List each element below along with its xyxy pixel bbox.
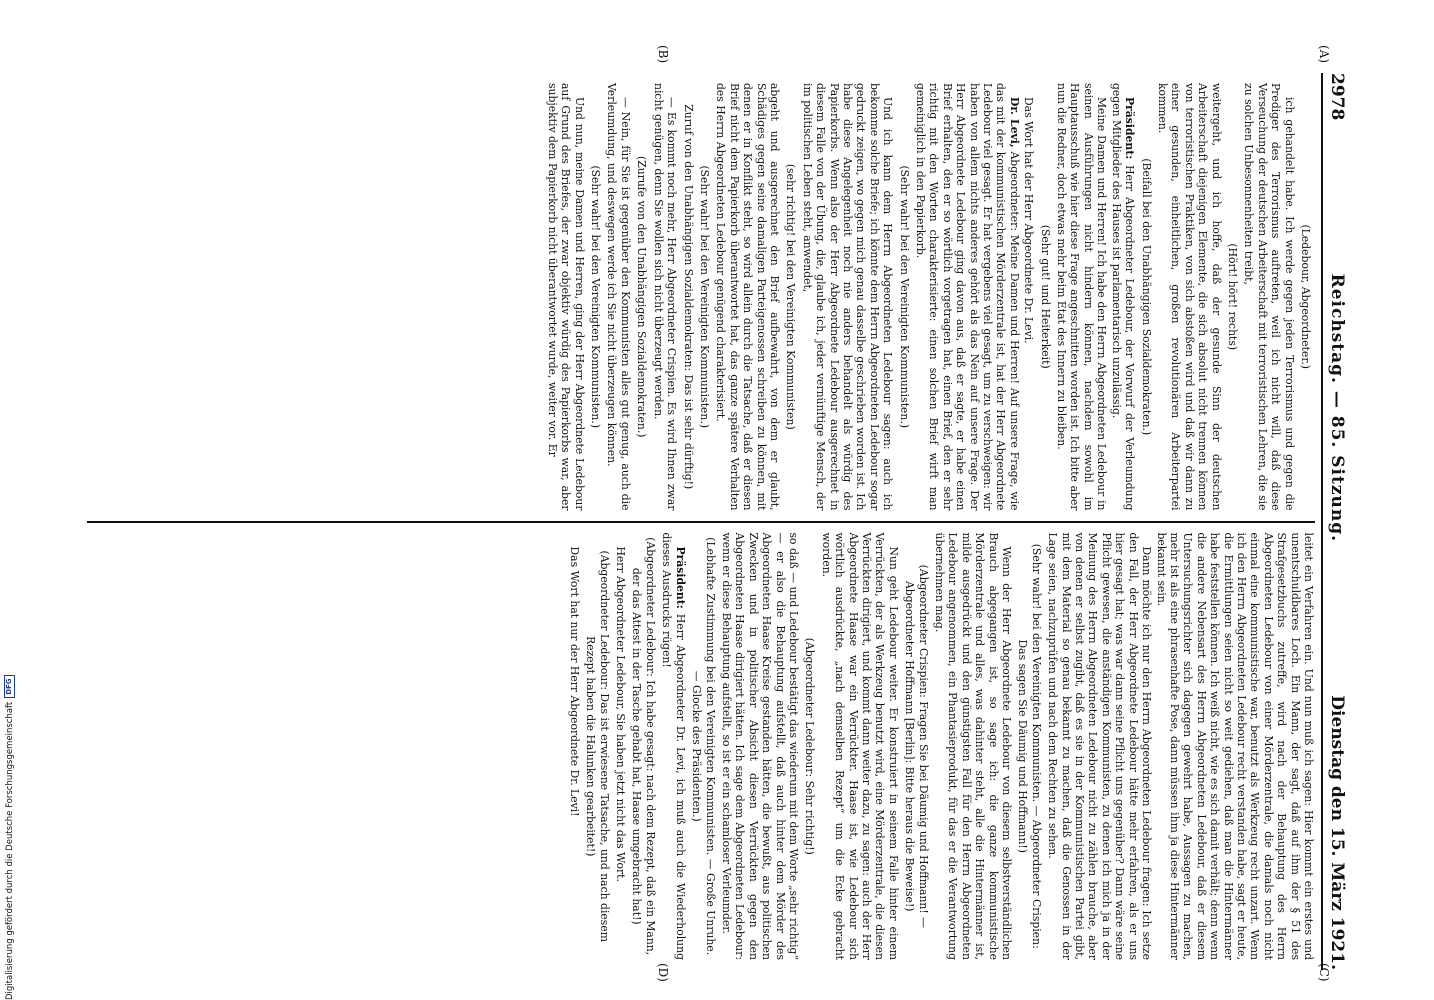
- paragraph-text: (sehr richtig! bei den Vereinigten Kommunisten): [784, 163, 798, 430]
- paragraph: [1109, 83, 1136, 511]
- speaker-label: Präsident:: [1123, 97, 1137, 160]
- paragraph-text: (Abgeordneter Ledebour: Ich habe gesagt: nach dem Rezept, daß ein Mann, der das Attest in der Tasche gehabt hat, Haase umgebracht hat!): [630, 537, 657, 956]
- interjection: [803, 533, 816, 961]
- paragraph-text: Herr Abgeordneter Ledebour, Sie haben jetzt nicht das Wort.: [614, 546, 628, 882]
- header-date: Dienstag den 15. März 1921.: [1327, 695, 1347, 970]
- margin-label-d: (D): [656, 963, 670, 982]
- paragraph-text: Herr Abgeordneter Ledebour, der Vorwurf der Verleumdung gegen Mitglieder des Hauses ist parlamentarisch unzulässig.: [1109, 83, 1137, 511]
- paragraph-text: (Beifall bei den Unabhängigen Sozialdemokraten.): [1139, 158, 1153, 436]
- dfg-logo: DFG: [4, 675, 15, 697]
- paragraph-text: Das Wort hat nur der Herr Abgeordnete Dr. Levi!: [567, 546, 581, 817]
- interjection: [690, 533, 717, 961]
- paragraph-text: Und nun, meine Damen und Herren, ging der Herr Abgeordnete Ledebour auf Grund des Briefes, der zwar objektiv würdig des Papierkorbs war, aber subjektiv dem Papierkorb nicht überantwortet wurde, weiter vor. Er: [545, 83, 586, 511]
- paragraph-text: Das Wort hat der Herr Abgeordnete Dr. Levi.: [1022, 97, 1036, 344]
- speaker-label: Präsident:: [673, 546, 687, 609]
- digitization-text: Digitalisierung gefördert durch die Deutsche Forschungsgemeinschaft: [4, 701, 15, 1000]
- paragraph: [614, 533, 627, 961]
- paragraph: [914, 83, 1021, 511]
- paragraph-text: so daß — und Ledebour bestätigt das wiederum mit dem Worte „sehr richtig“ — er also die Behauptung aufstellt, daß auch hinter dem Mörder des Abgeordneten Haase Kreise gestanden hätten, die bewußt, aus politischen Zwecken und in politischer Absicht diesen Verrückten gegen den Abgeordneten Haase dirigiert hätten. Ich sage dem Abgeordneten Ledebour: wenn er diese Behauptung aufstellt, so ist er ein schamloser Verleumder.: [719, 532, 800, 960]
- paragraph-text: abgeht und ausgerechnet den Brief aufbewahrt, von dem er glaubt, Schädiges gegen seine damaligen Parteigenossen schreiben zu können, mit denen er in Konflikt steht, so wird allein durch die Tatsache, daß er diesen Brief nicht dem Papierkorb überantwortet hat, das ganze spätere Verhalten des Herrn Abgeordneten Ledebour genügend charakterisiert.: [714, 83, 781, 511]
- text-columns: [87, 73, 1315, 970]
- paragraph-text: ich gehandelt habe. Ich werde gegen jeden Terrorismus und gegen die Prediger des Terrorismus auftreten, weil ich nicht will, daß diese Verseuchung der deutschen Arbeiterschaft mit terroristischen Lehren, die sie zu solchen Unbesonnenheiten treibt,: [1242, 83, 1296, 511]
- paragraph-text: (Ledebour, Abgeordneter.): [1299, 224, 1312, 370]
- paragraph: [1154, 533, 1315, 961]
- digitization-note: [4, 675, 15, 1000]
- margin-label-b: (B): [656, 45, 670, 64]
- interjection: [698, 83, 711, 511]
- paragraph-text: (Sehr wahr! bei den Vereinigten Kommunisten. — Abgeordneter Crispien: Das sagen Sie Däumig und Hoffmann!): [1016, 543, 1043, 949]
- paragraph-text: Herr Abgeordneter Dr. Levi, ich muß auch die Wiederholung dieses Ausdrucks rügen!: [660, 532, 687, 960]
- interjection: [1139, 83, 1152, 511]
- paragraph-text: (Zurufe von den Unabhängigen Sozialdemokraten.): [635, 155, 649, 438]
- paragraph: [1156, 83, 1223, 511]
- paragraph-text: Zuruf von den Unabhängigen Sozialdemokraten: Das ist sehr dürftig!): [681, 104, 695, 490]
- page-number: 2978: [1327, 73, 1347, 121]
- interjection: [903, 533, 930, 961]
- paragraph-text: (Sehr gut! und Heiterkeit): [1038, 224, 1052, 369]
- paragraph-text: (Abgeordneter Ledebour: Das ist erwiesene Tatsache, und nach diesem Rezept haben die Halunken gearbeitet!): [584, 550, 611, 942]
- speaker-label: Dr. Levi,: [1007, 97, 1021, 148]
- paragraph: [1242, 83, 1296, 511]
- interjection: [1226, 83, 1239, 511]
- interjection: [1016, 533, 1043, 961]
- margin-label-a: (A): [1317, 45, 1331, 64]
- interjection: [681, 83, 694, 511]
- paragraph: [800, 83, 894, 511]
- paragraph: [1055, 83, 1109, 511]
- paragraph-text: Nun geht Ledebour weiter. Er konstruiert in seinem Falle hinter einem Verrückten, der als Werkzeug benutzt wird, eine Mörderzentrale, die diesen Verrückten dirigiert, und kommt dann weiter dazu, zu sagen: auch der Herr Abgeordnete Haase war ein Verrückter. Haase ist, wie Ledebour sich wörtlich ausdrückte, „nach demselben Rezept“ um die Ecke gebracht worden.: [819, 532, 900, 960]
- interjection: [784, 83, 797, 511]
- paragraph-text: (Sehr wahr! bei den Vereinigten Kommunisten.): [897, 165, 911, 429]
- paragraph: [819, 533, 899, 961]
- paragraph-text: (Sehr wahr! bei den Vereinigten Kommunisten.): [697, 165, 711, 429]
- newspaper-page: [57, 15, 1375, 990]
- paragraph-text: Meine Damen und Herren! Ich habe den Herrn Abgeordneten Ledebour in seinen Ausführungen nicht hindern können, nachdem sowohl im Hauptausschuß wie hier diese Frage angeschnitten worden ist. Ich bitte aber nun die Redner, doch etwas mehr beim Etat des Innern zu bleiben.: [1055, 83, 1109, 511]
- paragraph: [1022, 83, 1035, 511]
- paragraph: [660, 533, 687, 961]
- right-column: [87, 523, 1315, 971]
- page-header: [1321, 73, 1347, 970]
- paragraph-text: Abgeordneter: Meine Damen und Herren! Auf unsere Frage, wie das mit der kommunistischen Mörderzentrale ist, hat der Herr Abgeordnete Ledebour viel gesagt. Er hat vergebens viel gesagt, um zu verschweigen: wir haben von allem nichts anderes gehört als das Nein auf unsere Frage. Der Herr Abgeordnete Ledebour ging davon aus, daß er sagte, er habe einen Brief erhalten, den er so wörtlich vorgetragen hat, einen Brief, den er sehr richtig mit den Worten charakterisierte: einen solchen Brief wirft man gemeiniglich in den Papierkorb.: [914, 83, 1021, 511]
- interjection: [635, 83, 648, 511]
- paragraph: [605, 83, 632, 511]
- paragraph-text: (Hört! hört! rechts): [1225, 243, 1239, 351]
- paragraph-text: Wenn der Herr Abgeordnete Ledebour von diesem selbstverständlichen Brauch abgegangen ist, so sage ich: die ganze kommunistische Mörderzentrale und alles, was dahinter steht, alle die Hintermänner ist, milde ausgedrückt und den günstigsten Fall für den Herrn Abgeordneten Ledebour angenommen, ein Phantasieprodukt, für das er die Verantwortung übernehmen mag.: [933, 532, 1014, 960]
- paragraph-text: weitergeht, und ich hoffe, daß der gesunde Sinn der deutschen Arbeiterschaft diejenigen Elemente, die sich absolut nicht trennen können von terroristischen Praktiken, von sich abstoßen wird und daß wir dann zu einer gesunden, einheitlichen, großen revolutionären Arbeiterpartei kommen.: [1155, 83, 1223, 511]
- paragraph-text: Und ich kann dem Herrn Abgeordneten Ledebour sagen: auch ich bekomme solche Briefe; ich könnte dem Herrn Abgeordneten Ledebour sogar gedruckt zeigen, wo gegen mich genau dasselbe geschrieben worden ist. Ich habe diese Angelegenheit noch nie anders behandelt als würdig des Papierkorbs. Wenn also der Herr Abgeordnete Ledebour ausgerechnet in diesem Falle von der Übung, die, glaube ich, jeder vernünftige Mensch, der im politischen Leben steht, anwendet,: [800, 83, 895, 511]
- paragraph: [651, 83, 678, 511]
- header-title: Reichstag. — 85. Sitzung.: [1327, 273, 1347, 543]
- paragraph: [1046, 533, 1153, 961]
- paragraph: [933, 533, 1013, 961]
- interjection: [1299, 83, 1312, 511]
- paragraph-text: Dann möchte ich nur den Herrn Abgeordneten Ledebour fragen: Ich setze den Fall, der Herr Abgeordnete Ledebour hätte mehr erfahren, als er uns hier gesagt hat; was war dann seine Pflicht uns gegenüber? Dann wäre seine Pflicht gewesen, die anständigen Kommunisten, zu denen ich mich ja in der Meinung des Herrn Abgeordneten Ledebour nicht zu zählen brauche, aber von denen er selbst zugibt, daß es sie in der Kommunistischen Partei gibt, mit dem Material so genau bekannt zu machen, daß die Genossen in der Lage seien, nachzuprüfen und nach dem Rechten zu sehen.: [1046, 532, 1154, 960]
- interjection: [589, 83, 602, 511]
- left-column: [87, 73, 1315, 521]
- paragraph-text: (Lebhafte Zustimmung bei den Vereinigten Kommunisten. — Große Unruhe. — Glocke des Präsidenten.): [690, 537, 717, 956]
- paragraph: [714, 83, 781, 511]
- paragraph-text: (Abgeordneter Ledebour: Sehr richtig!): [803, 637, 817, 855]
- paragraph: [720, 533, 800, 961]
- margin-label-c: (C): [1317, 963, 1331, 982]
- paragraph-text: leitet ein Verfahren ein. Und nun muß ich sagen: Hier kommt ein erstes und unentschuldbares Loch. Ein Mann, der sagt, daß auf ihm der § 51 des Strafgesetzbuchs zutreffe, wird nach der Behauptung des Herrn Abgeordneten Ledebour von einer Mörderzentrale, die damals noch nicht einmal eine kommunistische war, benutzt als Werkzeug recht unzart. Wenn ich den Herrn Abgeordneten Ledebour recht verstanden habe, sagt er heute, die Ermittlungen seien nicht so weit gediehen, daß man die Hintermänner habe feststellen können. Ich weiß nicht, wie es sich damit verhält; denn wenn die andere Nebensart des Herrn Abgeordneten Ledebour, daß er diesem Untersuchungsrichter sich dagegen gewehrt habe, Aussagen zu machen, mehr ist als eine phrasenhafte Pose, dann müssen ihm ja diese Hintermänner bekannt sein.: [1154, 532, 1315, 960]
- paragraph-text: (Abgeordneter Crispien: Fragen Sie bei Däumig und Hoffmann! — Abgeordneter Hoffmann [Berlin]: Bitte heraus die Beweise!): [903, 564, 930, 928]
- interjection: [584, 533, 611, 961]
- interjection: [897, 83, 910, 511]
- paragraph-text: — Es kommt noch mehr, Herr Abgeordneter Crispien. Es wird Ihnen zwar nicht genügen, denn Sie wollen sich nicht überzeugt werden.: [651, 83, 679, 511]
- paragraph-text: — Nein, für Sie ist gegenüber den Kommunisten alles gut genug, auch die Verleumdung, und deswegen werde ich Sie nicht überzeugen können.: [605, 83, 632, 511]
- paragraph-text: (Sehr wahr! bei den Vereinigten Kommunisten.): [589, 165, 603, 429]
- interjection: [630, 533, 657, 961]
- paragraph: [567, 533, 580, 961]
- paragraph: [545, 83, 585, 511]
- interjection: [1038, 83, 1051, 511]
